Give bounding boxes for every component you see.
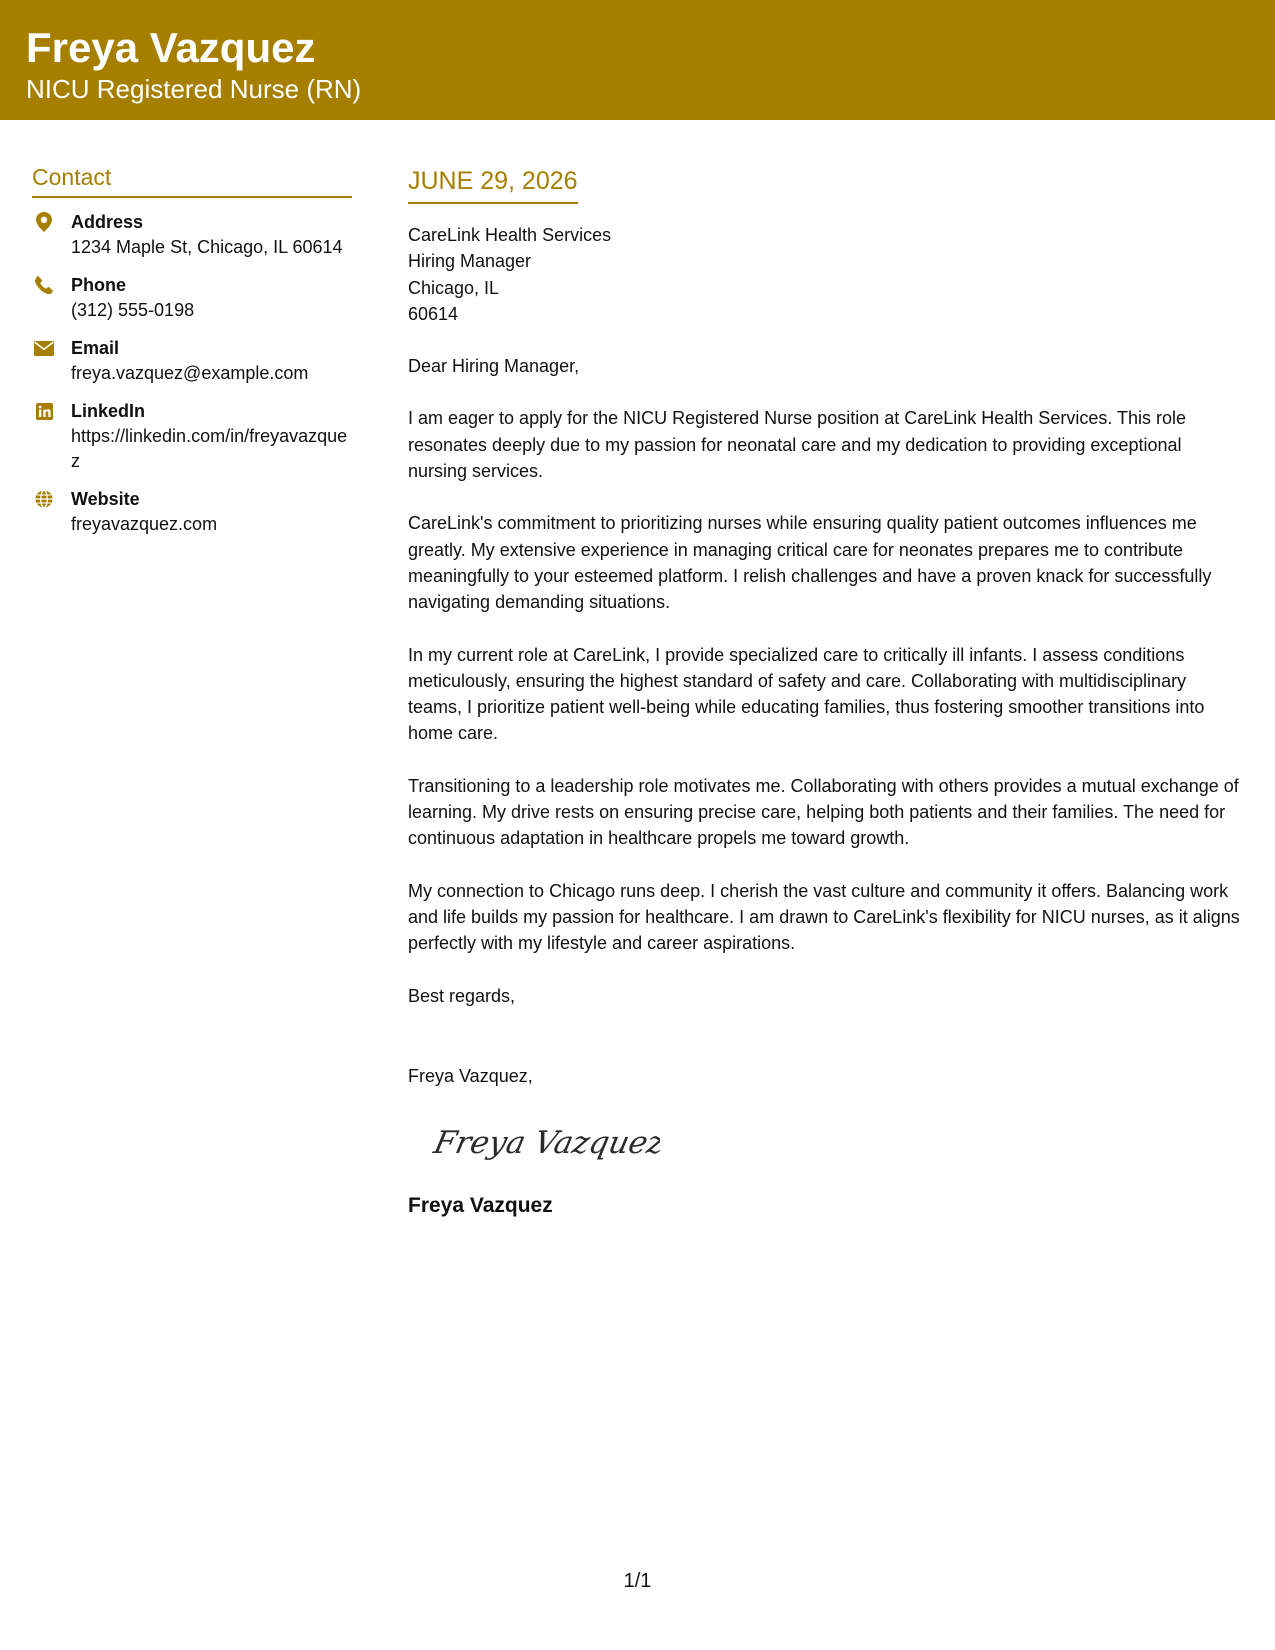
applicant-title: NICU Registered Nurse (RN)	[26, 74, 362, 104]
contact-item-linkedin	[32, 399, 352, 474]
recipient-city: Chicago, IL	[408, 277, 500, 298]
letter-date: JUNE 29, 2026	[408, 164, 578, 204]
contact-label: LinkedIn	[71, 401, 146, 421]
linkedin-icon	[34, 401, 54, 421]
contact-value: freya.vazquez@example.com	[71, 363, 309, 383]
paragraph: My connection to Chicago runs deep. I cherish the vast culture and community it offers. Balancing work and life builds my passion for healthcare. I am drawn to CareLink's flexibility for NICU nurses, as it aligns perfectly with my lifestyle and career aspirations.	[408, 880, 1240, 954]
paragraph: Transitioning to a leadership role motivates me. Collaborating with others provides a mutual exchange of learning. My drive rests on ensuring precise care, helping both patients and their families. The need for continuous adaptation in healthcare propels me toward growth.	[408, 775, 1239, 849]
recipient-zip: 60614	[408, 303, 459, 324]
globe-icon	[34, 489, 54, 509]
contact-heading: Contact	[32, 160, 352, 198]
signoff-name: Freya Vazquez,	[408, 1065, 533, 1086]
contact-item-email	[32, 336, 352, 386]
linkedin-link[interactable]: https://linkedin.com/in/freyavazquez	[71, 426, 348, 471]
contact-value: (312) 555-0198	[71, 300, 195, 320]
recipient-company: CareLink Health Services	[408, 225, 612, 245]
contact-item-address	[32, 210, 352, 260]
website-link[interactable]: freyavazquez.com	[71, 514, 218, 534]
signature-image	[430, 1117, 660, 1169]
contact-sidebar	[32, 160, 352, 550]
paragraph: In my current role at CareLink, I provide specialized care to critically ill infants. I assess conditions meticulously, ensuring the highest standard of safety and care. Collaborating with multidisciplinary teams, I prioritize patient well-being while educating families, thus fostering smoother transitions into home care.	[408, 644, 1205, 744]
map-pin-icon	[34, 212, 54, 232]
contact-label: Address	[71, 212, 144, 232]
paragraph: I am eager to apply for the NICU Registered Nurse position at CareLink Health Services. This role resonates deeply due to my passion for neonatal care and my dedication to providing exceptional nursing services.	[408, 408, 1187, 482]
envelope-icon	[34, 338, 54, 358]
contact-label: Email	[71, 338, 120, 358]
contact-value: 1234 Maple St, Chicago, IL 60614	[71, 237, 343, 257]
phone-icon	[34, 275, 54, 295]
contact-label: Phone	[71, 275, 127, 295]
closing: Best regards,	[408, 985, 516, 1006]
contact-label: Website	[71, 489, 140, 509]
letter-body	[408, 164, 1243, 1221]
contact-item-phone	[32, 273, 352, 323]
header-banner	[0, 0, 1275, 120]
recipient-block	[408, 222, 1243, 327]
paragraph: CareLink's commitment to prioritizing nurses while ensuring quality patient outcomes influences me greatly. My extensive experience in managing critical care for neonates prepares me to contribute meaningfully to your esteemed platform. I relish challenges and have a proven knack for successfully navigating demanding situations.	[408, 513, 1212, 613]
page-number: 1/1	[623, 1570, 652, 1592]
applicant-name: Freya Vazquez	[26, 24, 316, 71]
recipient-attention: Hiring Manager	[408, 251, 532, 272]
contact-item-website	[32, 487, 352, 537]
printed-name: Freya Vazquez	[408, 1194, 553, 1218]
salutation: Dear Hiring Manager,	[408, 356, 580, 377]
signature-script: Freya Vazquez	[430, 1125, 660, 1162]
